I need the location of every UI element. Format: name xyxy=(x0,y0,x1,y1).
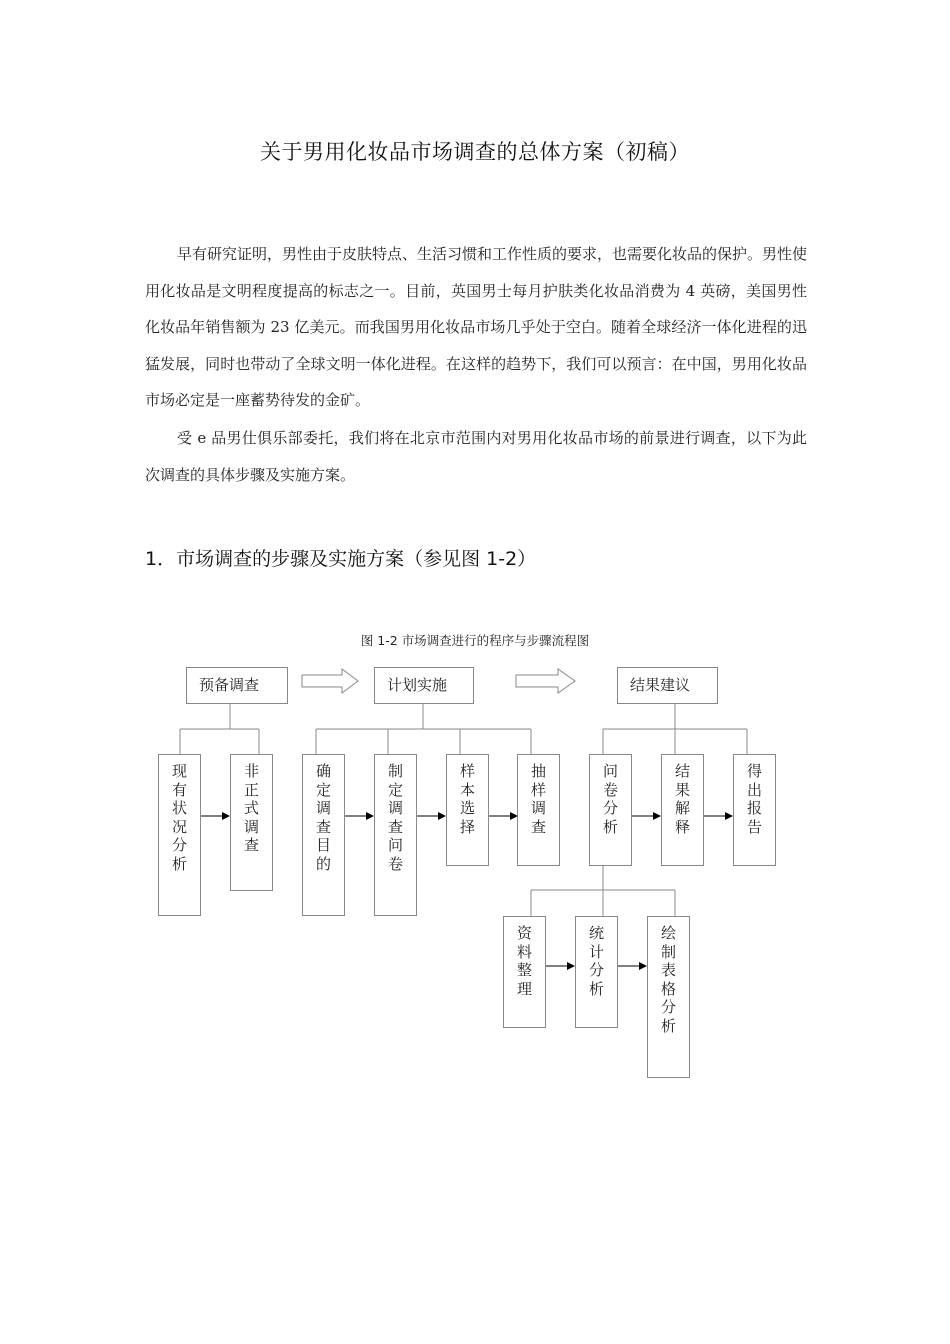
step-char: 调 xyxy=(530,799,546,817)
step-sample-selection xyxy=(446,754,489,866)
step-char: 确 xyxy=(315,762,331,780)
step-char: 果 xyxy=(674,780,690,799)
step-char: 式 xyxy=(243,799,259,817)
step-char: 出 xyxy=(746,780,762,799)
step-char: 分 xyxy=(588,961,604,979)
stage-box-implementation: 计划实施 xyxy=(374,667,474,704)
step-char: 理 xyxy=(516,979,532,998)
step-char: 料 xyxy=(516,942,532,961)
step-char: 解 xyxy=(674,799,690,817)
step-char: 卷 xyxy=(602,780,618,799)
step-char: 结 xyxy=(674,762,690,780)
step-char: 定 xyxy=(387,780,403,799)
step-char: 择 xyxy=(459,817,475,836)
step-char: 现 xyxy=(171,762,187,780)
stage-arrow-1 xyxy=(302,669,358,693)
step-char: 调 xyxy=(387,799,403,817)
step-current-status-analysis xyxy=(158,754,201,916)
step-table-analysis xyxy=(647,916,690,1078)
step-design-questionnaire xyxy=(374,754,417,916)
step-char: 绘 xyxy=(660,924,676,942)
figure-caption: 图 1-2 市场调查进行的程序与步骤流程图 xyxy=(360,633,590,648)
stage-box-results: 结果建议 xyxy=(617,667,718,704)
step-char: 分 xyxy=(171,836,187,854)
step-char: 本 xyxy=(459,780,475,799)
step-char: 问 xyxy=(602,762,618,780)
step-char: 格 xyxy=(660,979,676,998)
step-char: 计 xyxy=(588,942,604,961)
stage-box-preliminary: 预备调查 xyxy=(186,667,288,704)
step-char: 告 xyxy=(746,817,762,836)
step-char: 调 xyxy=(315,799,331,817)
step-char: 查 xyxy=(243,836,259,854)
step-char: 样 xyxy=(459,762,475,780)
step-char: 问 xyxy=(387,836,403,854)
step-data-organizing xyxy=(503,916,546,1028)
step-char: 析 xyxy=(602,817,618,836)
step-char: 析 xyxy=(588,979,604,998)
step-char: 析 xyxy=(171,854,187,873)
step-char: 整 xyxy=(516,961,532,979)
step-char: 释 xyxy=(674,817,690,836)
step-char: 制 xyxy=(387,762,403,780)
step-char: 表 xyxy=(660,961,676,979)
step-char: 况 xyxy=(171,817,187,836)
step-char: 资 xyxy=(516,924,532,942)
step-char: 的 xyxy=(315,854,331,873)
step-char: 有 xyxy=(171,780,187,799)
section-heading: 1．市场调查的步骤及实施方案（参见图 1-2） xyxy=(145,548,537,570)
step-statistical-analysis xyxy=(575,916,618,1028)
step-char: 目 xyxy=(315,836,331,854)
step-informal-survey xyxy=(230,754,273,891)
step-char: 选 xyxy=(459,799,475,817)
step-char: 查 xyxy=(530,817,546,836)
stage-arrow-2 xyxy=(516,669,575,693)
step-char: 正 xyxy=(243,780,259,799)
document-title: 关于男用化妆品市场调查的总体方案（初稿） xyxy=(260,140,690,164)
step-char: 抽 xyxy=(530,762,546,780)
step-char: 非 xyxy=(243,762,259,780)
step-char: 报 xyxy=(746,799,762,817)
step-result-interpretation xyxy=(661,754,704,866)
step-char: 状 xyxy=(171,799,187,817)
step-char: 查 xyxy=(387,817,403,836)
step-char: 制 xyxy=(660,942,676,961)
step-define-objective xyxy=(302,754,345,916)
step-char: 统 xyxy=(588,924,604,942)
step-char: 分 xyxy=(660,998,676,1016)
step-char: 卷 xyxy=(387,854,403,873)
step-report xyxy=(733,754,776,866)
step-char: 定 xyxy=(315,780,331,799)
step-char: 得 xyxy=(746,762,762,780)
step-char: 析 xyxy=(660,1016,676,1035)
step-questionnaire-analysis xyxy=(589,754,632,866)
step-char: 调 xyxy=(243,817,259,836)
step-char: 查 xyxy=(315,817,331,836)
intro-paragraph: 早有研究证明，男性由于皮肤特点、生活习惯和工作性质的要求，也需要化妆品的保护。男性使用化妆品是文明程度提高的标志之一。目前，英国男士每月护肤类化妆品消费为 4 英磅，美国男性化妆品年销售额为 23 亿美元。而我国男用化妆品市场几乎处于空白。随着全球经济一体化进程的迅猛发展，同时也带动了全球文明一体化进程。在这样的趋势下，我们可以预言：在中国，男用化妆品市场必定是一座蓄势待发的金矿。 xyxy=(145,245,808,409)
commission-paragraph: 受 e 品男仕俱乐部委托，我们将在北京市范围内对男用化妆品市场的前景进行调查，以下为此次调查的具体步骤及实施方案。 xyxy=(145,429,807,484)
step-char: 样 xyxy=(530,780,546,799)
step-char: 分 xyxy=(602,799,618,817)
step-sampling-survey xyxy=(517,754,560,866)
